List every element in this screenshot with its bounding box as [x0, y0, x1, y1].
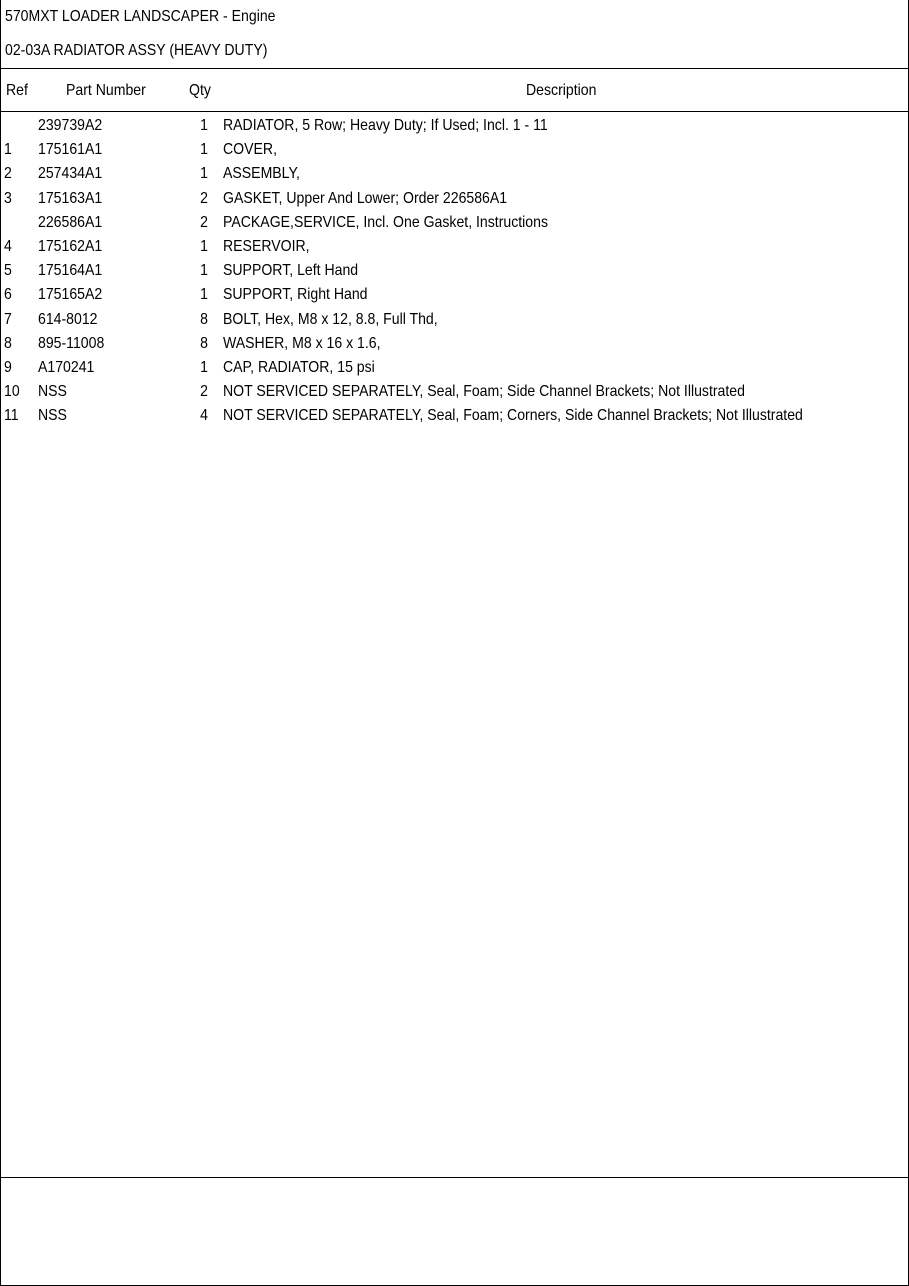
- description-cell: SUPPORT, Right Hand: [223, 286, 368, 304]
- part-number-cell: 175161A1: [38, 141, 103, 159]
- ref-cell: 2: [4, 165, 12, 183]
- ref-cell: 4: [4, 237, 12, 255]
- column-header-divider: [1, 111, 909, 112]
- part-number-cell: 175162A1: [38, 237, 103, 255]
- qty-cell: 2: [200, 383, 208, 401]
- table-row: [1, 381, 909, 405]
- header-divider: [1, 68, 909, 69]
- ref-cell: 3: [4, 189, 12, 207]
- section-title: 02-03A RADIATOR ASSY (HEAVY DUTY): [5, 42, 268, 59]
- ref-cell: 6: [4, 286, 12, 304]
- qty-cell: 1: [200, 286, 208, 304]
- description-cell: ASSEMBLY,: [223, 165, 300, 183]
- part-number-cell: A170241: [38, 358, 95, 376]
- part-number-cell: NSS: [38, 407, 67, 425]
- qty-cell: 8: [200, 310, 208, 328]
- column-header-part-number: Part Number: [66, 82, 146, 99]
- column-header-qty: Qty: [189, 82, 211, 99]
- ref-cell: 7: [4, 310, 12, 328]
- column-header-ref: Ref: [6, 82, 28, 99]
- description-cell: RESERVOIR,: [223, 237, 310, 255]
- qty-cell: 1: [200, 358, 208, 376]
- description-cell: WASHER, M8 x 16 x 1.6,: [223, 334, 381, 352]
- parts-table: [1, 115, 909, 429]
- qty-cell: 4: [200, 407, 208, 425]
- description-cell: NOT SERVICED SEPARATELY, Seal, Foam; Side Channel Brackets; Not Illustrated: [223, 383, 745, 401]
- qty-cell: 1: [200, 117, 208, 134]
- part-number-cell: 175165A2: [38, 286, 103, 304]
- description-cell: GASKET, Upper And Lower; Order 226586A1: [223, 189, 508, 207]
- part-number-cell: NSS: [38, 383, 67, 401]
- table-row: [1, 357, 909, 381]
- table-row: [1, 284, 909, 308]
- model-title: 570MXT LOADER LANDSCAPER - Engine: [5, 8, 276, 25]
- qty-cell: 1: [200, 262, 208, 280]
- ref-cell: 11: [4, 407, 19, 425]
- ref-cell: 8: [4, 334, 12, 352]
- table-row: [1, 333, 909, 357]
- description-cell: NOT SERVICED SEPARATELY, Seal, Foam; Corners, Side Channel Brackets; Not Illustrated: [223, 407, 803, 425]
- description-cell: RADIATOR, 5 Row; Heavy Duty; If Used; Incl. 1 - 11: [223, 117, 548, 134]
- ref-cell: 5: [4, 262, 12, 280]
- table-row: [1, 260, 909, 284]
- qty-cell: 2: [200, 189, 208, 207]
- part-number-cell: 226586A1: [38, 213, 103, 231]
- column-header-description: Description: [526, 82, 597, 99]
- part-number-cell: 175163A1: [38, 189, 103, 207]
- part-number-cell: 895-11008: [38, 334, 105, 352]
- part-number-cell: 175164A1: [38, 262, 103, 280]
- description-cell: SUPPORT, Left Hand: [223, 262, 359, 280]
- table-row: [1, 212, 909, 236]
- ref-cell: 1: [4, 141, 12, 159]
- part-number-cell: 614-8012: [38, 310, 98, 328]
- qty-cell: 1: [200, 237, 208, 255]
- qty-cell: 1: [200, 165, 208, 183]
- table-row: [1, 188, 909, 212]
- qty-cell: 1: [200, 141, 208, 159]
- qty-cell: 2: [200, 213, 208, 231]
- description-cell: COVER,: [223, 141, 277, 159]
- table-row: [1, 163, 909, 187]
- part-number-cell: 239739A2: [38, 117, 103, 134]
- table-row: [1, 139, 909, 163]
- description-cell: BOLT, Hex, M8 x 12, 8.8, Full Thd,: [223, 310, 438, 328]
- description-cell: PACKAGE,SERVICE, Incl. One Gasket, Instructions: [223, 213, 549, 231]
- table-row: [1, 115, 909, 139]
- table-row: [1, 236, 909, 260]
- footer-divider: [1, 1177, 909, 1178]
- description-cell: CAP, RADIATOR, 15 psi: [223, 358, 375, 376]
- ref-cell: 9: [4, 358, 12, 376]
- qty-cell: 8: [200, 334, 208, 352]
- ref-cell: 10: [4, 383, 20, 401]
- table-row: [1, 405, 909, 429]
- part-number-cell: 257434A1: [38, 165, 103, 183]
- table-row: [1, 309, 909, 333]
